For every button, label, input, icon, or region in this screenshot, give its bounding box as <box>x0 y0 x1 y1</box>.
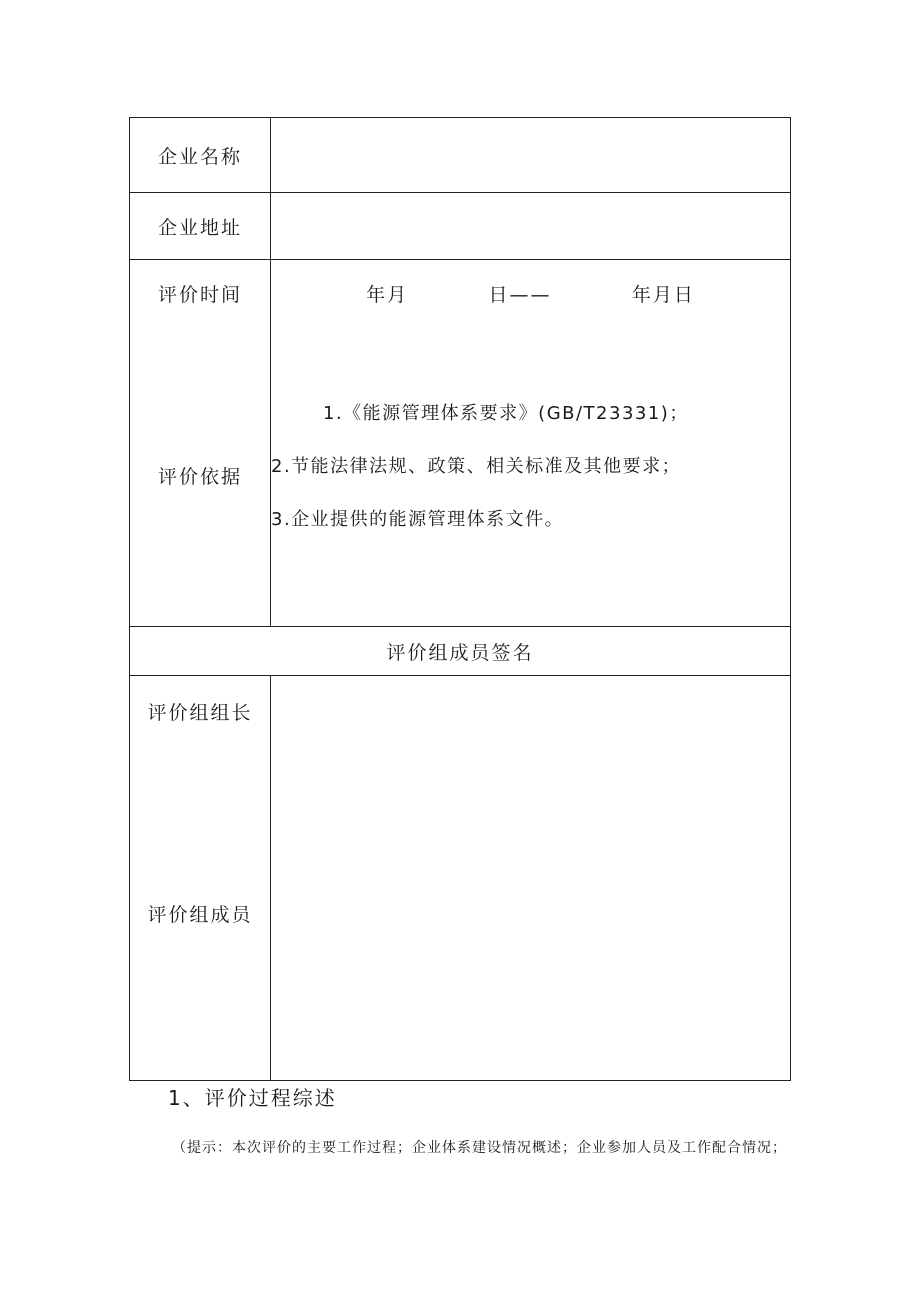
company-name-row <box>130 118 791 193</box>
basis-item: 1.《能源管理体系要求》(GB/T23331)； <box>323 403 689 424</box>
team-labels-cell <box>130 676 271 1081</box>
evaluation-basis-label: 评价依据 <box>157 466 242 488</box>
evaluation-time-label: 评价时间 <box>157 284 242 306</box>
basis-item: 3.企业提供的能源管理体系文件。 <box>271 509 565 530</box>
team-signature-area <box>271 676 791 1081</box>
time-basis-label-cell <box>130 260 271 627</box>
evaluation-time-value: 年月 日—— 年月日 <box>366 284 695 306</box>
time-basis-value-cell <box>271 260 791 627</box>
section-hint: （提示：本次评价的主要工作过程；企业体系建设情况概述；企业参加人员及工作配合情况； <box>172 1140 787 1156</box>
evaluation-form-table <box>129 117 791 1081</box>
evaluation-basis-list <box>271 397 689 556</box>
company-name-label: 企业名称 <box>130 118 271 193</box>
company-address-value <box>271 193 791 260</box>
signature-header-row <box>130 627 791 676</box>
evaluation-time-basis-row <box>130 260 791 627</box>
company-address-row <box>130 193 791 260</box>
team-leader-label: 评价组组长 <box>147 702 253 724</box>
signature-header: 评价组成员签名 <box>130 627 791 676</box>
company-name-value <box>271 118 791 193</box>
team-member-label: 评价组成员 <box>147 904 253 926</box>
section-heading: 1、评价过程综述 <box>168 1086 337 1110</box>
company-address-label: 企业地址 <box>130 193 271 260</box>
basis-item: 2.节能法律法规、政策、相关标准及其他要求； <box>271 456 682 477</box>
team-members-row <box>130 676 791 1081</box>
